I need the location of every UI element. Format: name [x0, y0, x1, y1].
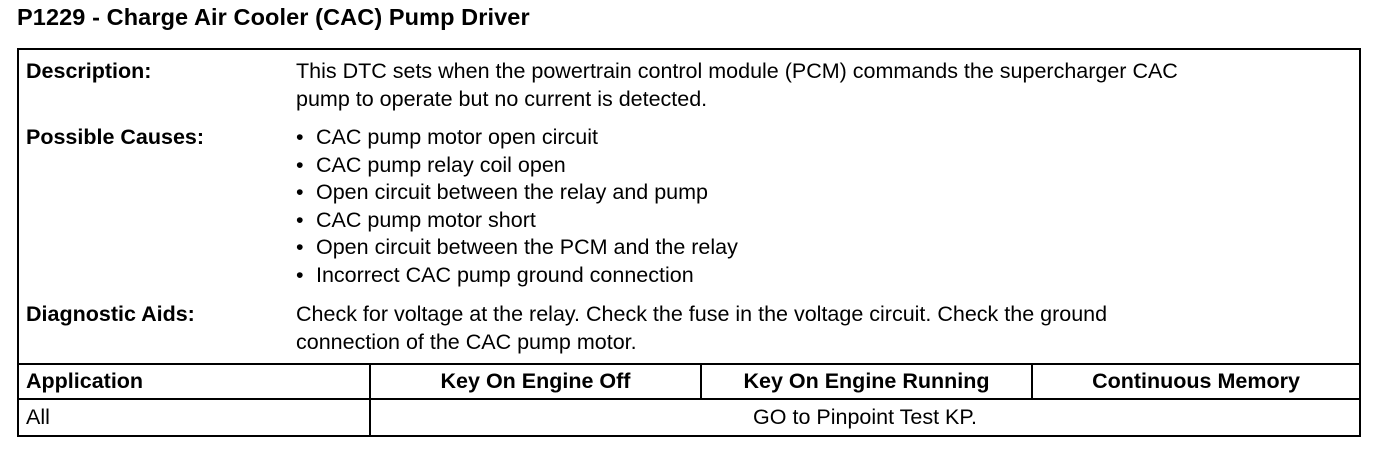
diagnostic-aids-text: [296, 301, 1356, 356]
cause-item: [296, 179, 1356, 207]
bullet-icon: •: [296, 207, 304, 232]
header-key-on-engine-off: Key On Engine Off: [440, 369, 631, 393]
cause-item: [296, 207, 1356, 235]
page-title: P1229 - Charge Air Cooler (CAC) Pump Driver: [17, 4, 530, 30]
table-top-divider: [19, 363, 1359, 365]
possible-causes-label: Possible Causes:: [26, 125, 205, 149]
diagnostic-aids-label: Diagnostic Aids:: [26, 302, 195, 326]
cause-item: [296, 152, 1356, 180]
cause-text: CAC pump motor short: [316, 207, 536, 232]
table-header-divider: [19, 398, 1359, 400]
diagnostic-aids-line: connection of the CAC pump motor.: [296, 329, 637, 354]
diagnostic-aids-line: Check for voltage at the relay. Check the fuse in the voltage circuit. Check the ground: [296, 302, 1108, 326]
cause-text: Open circuit between the PCM and the relay: [316, 235, 738, 259]
description-label: Description:: [26, 59, 152, 83]
cause-item: [296, 124, 1356, 152]
cause-text: Open circuit between the relay and pump: [316, 180, 709, 204]
possible-causes-list: [296, 124, 1356, 289]
cause-text: CAC pump relay coil open: [316, 152, 566, 177]
row-action: GO to Pinpoint Test KP.: [753, 405, 977, 429]
cause-item: [296, 262, 1356, 290]
possible-causes-list-wrap: [296, 124, 1356, 289]
header-continuous-memory: Continuous Memory: [1092, 369, 1300, 393]
header-application: Application: [26, 369, 144, 393]
cause-text: Incorrect CAC pump ground connection: [316, 262, 694, 287]
bullet-icon: •: [296, 125, 304, 149]
description-text: [296, 58, 1356, 113]
description-line: pump to operate but no current is detected.: [296, 86, 708, 111]
bullet-icon: •: [296, 152, 304, 177]
header-key-on-engine-running: Key On Engine Running: [743, 369, 990, 393]
bullet-icon: •: [296, 235, 304, 259]
dtc-info-box: [17, 48, 1361, 437]
description-line: This DTC sets when the powertrain control module (PCM) commands the supercharger CAC: [296, 59, 1178, 83]
bullet-icon: •: [296, 180, 304, 204]
cause-item: [296, 234, 1356, 262]
row-application: All: [26, 405, 50, 429]
bullet-icon: •: [296, 262, 304, 287]
cause-text: CAC pump motor open circuit: [316, 125, 598, 149]
